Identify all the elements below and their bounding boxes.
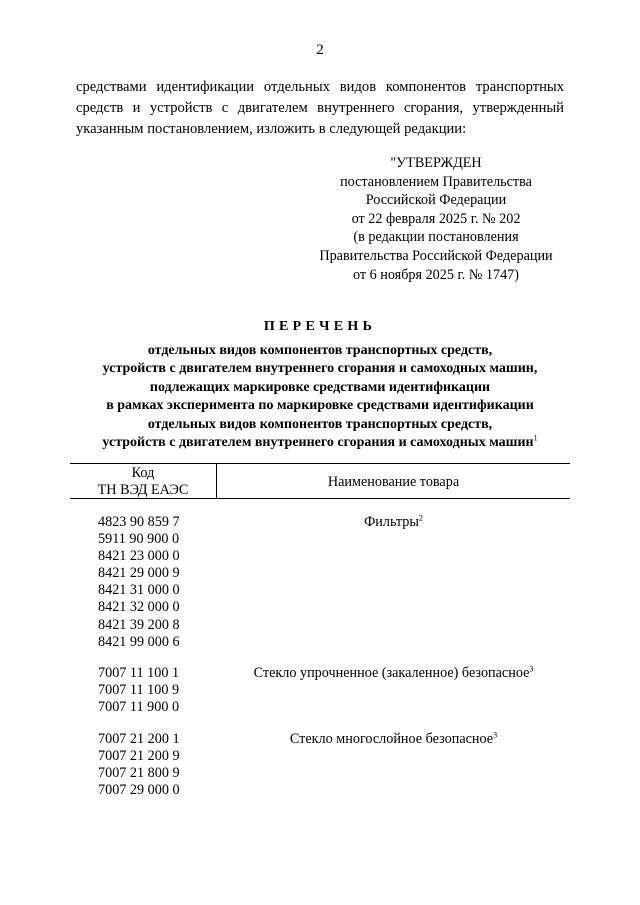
- product-name: Стекло упрочненное (закаленное) безопасное: [253, 665, 530, 681]
- subtitle-line: подлежащих маркировке средствами идентификации: [149, 379, 491, 395]
- code-cell: 7007 21 800 9: [98, 765, 180, 782]
- footnote-marker: 3: [529, 664, 534, 674]
- code-cell: 7007 11 100 1: [98, 665, 180, 681]
- code-list: [98, 731, 218, 799]
- product-name-cell: [217, 731, 570, 748]
- intro-line: указанным постановлением, изложить в следующей редакции:: [76, 121, 467, 137]
- product-name: Стекло многослойное безопасное: [289, 731, 494, 747]
- approval-line: "УТВЕРЖДЕН: [390, 155, 482, 171]
- approval-line: постановлением Правительства: [340, 173, 532, 190]
- intro-line: средств и устройств с двигателем внутреннего сгорания, утвержденный: [76, 100, 564, 116]
- table-header-name: Наименование товара: [327, 474, 460, 490]
- code-cell: 5911 90 900 0: [98, 531, 180, 548]
- code-cell: 8421 31 000 0: [98, 582, 180, 599]
- header-code-line: Код: [131, 465, 155, 481]
- code-list: [98, 514, 218, 651]
- code-cell: 8421 23 000 0: [98, 548, 180, 565]
- list-subtitle: [40, 342, 600, 452]
- code-cell: 8421 39 200 8: [98, 616, 180, 633]
- code-cell: 4823 90 859 7: [98, 514, 180, 530]
- code-cell: 8421 32 000 0: [98, 599, 180, 616]
- footnote-marker: 2: [418, 513, 423, 523]
- list-title: ПЕРЕЧЕНЬ: [263, 319, 377, 334]
- subtitle-line: отдельных видов компонентов транспортных средств,: [147, 343, 493, 358]
- subtitle-line-text: устройств с двигателем внутреннего сгорания и самоходных машин: [102, 435, 534, 451]
- subtitle-line: устройств с двигателем внутреннего сгорания и самоходных машин,: [102, 361, 538, 377]
- table-top-rule: [70, 463, 570, 464]
- code-cell: 7007 11 100 9: [98, 682, 180, 699]
- approval-line: Правительства Российской Федерации: [319, 247, 553, 264]
- product-name: Фильтры: [364, 514, 419, 530]
- table-header-code: [70, 465, 216, 498]
- code-cell: 8421 29 000 9: [98, 565, 180, 582]
- code-cell: 7007 21 200 9: [98, 748, 180, 765]
- page-number: 2: [316, 42, 324, 58]
- intro-line: средствами идентификации отдельных видов компонентов транспортных: [76, 79, 564, 95]
- subtitle-line: отдельных видов компонентов транспортных средств,: [147, 416, 493, 432]
- footnote-marker: 3: [493, 730, 498, 740]
- header-code-line: ТН ВЭД ЕАЭС: [97, 481, 189, 498]
- approval-line: (в редакции постановления: [353, 229, 519, 246]
- code-list: [98, 665, 218, 716]
- code-cell: 8421 99 000 6: [98, 633, 180, 650]
- approval-line: Российской Федерации: [365, 192, 507, 209]
- code-cell: 7007 21 200 1: [98, 731, 180, 747]
- code-cell: 7007 29 000 0: [98, 782, 180, 799]
- product-name-cell: [217, 514, 570, 531]
- subtitle-line: в рамках эксперимента по маркировке средствами идентификации: [106, 398, 534, 414]
- product-name-cell: [217, 665, 570, 682]
- approval-line: от 6 ноября 2025 г. № 1747): [352, 266, 520, 283]
- footnote-marker: 1: [533, 433, 538, 443]
- approval-line: от 22 февраля 2025 г. № 202: [351, 210, 521, 227]
- intro-paragraph: [76, 77, 564, 140]
- code-cell: 7007 11 900 0: [98, 699, 180, 716]
- subtitle-line-last: [40, 434, 600, 452]
- approval-stamp-block: [296, 154, 576, 284]
